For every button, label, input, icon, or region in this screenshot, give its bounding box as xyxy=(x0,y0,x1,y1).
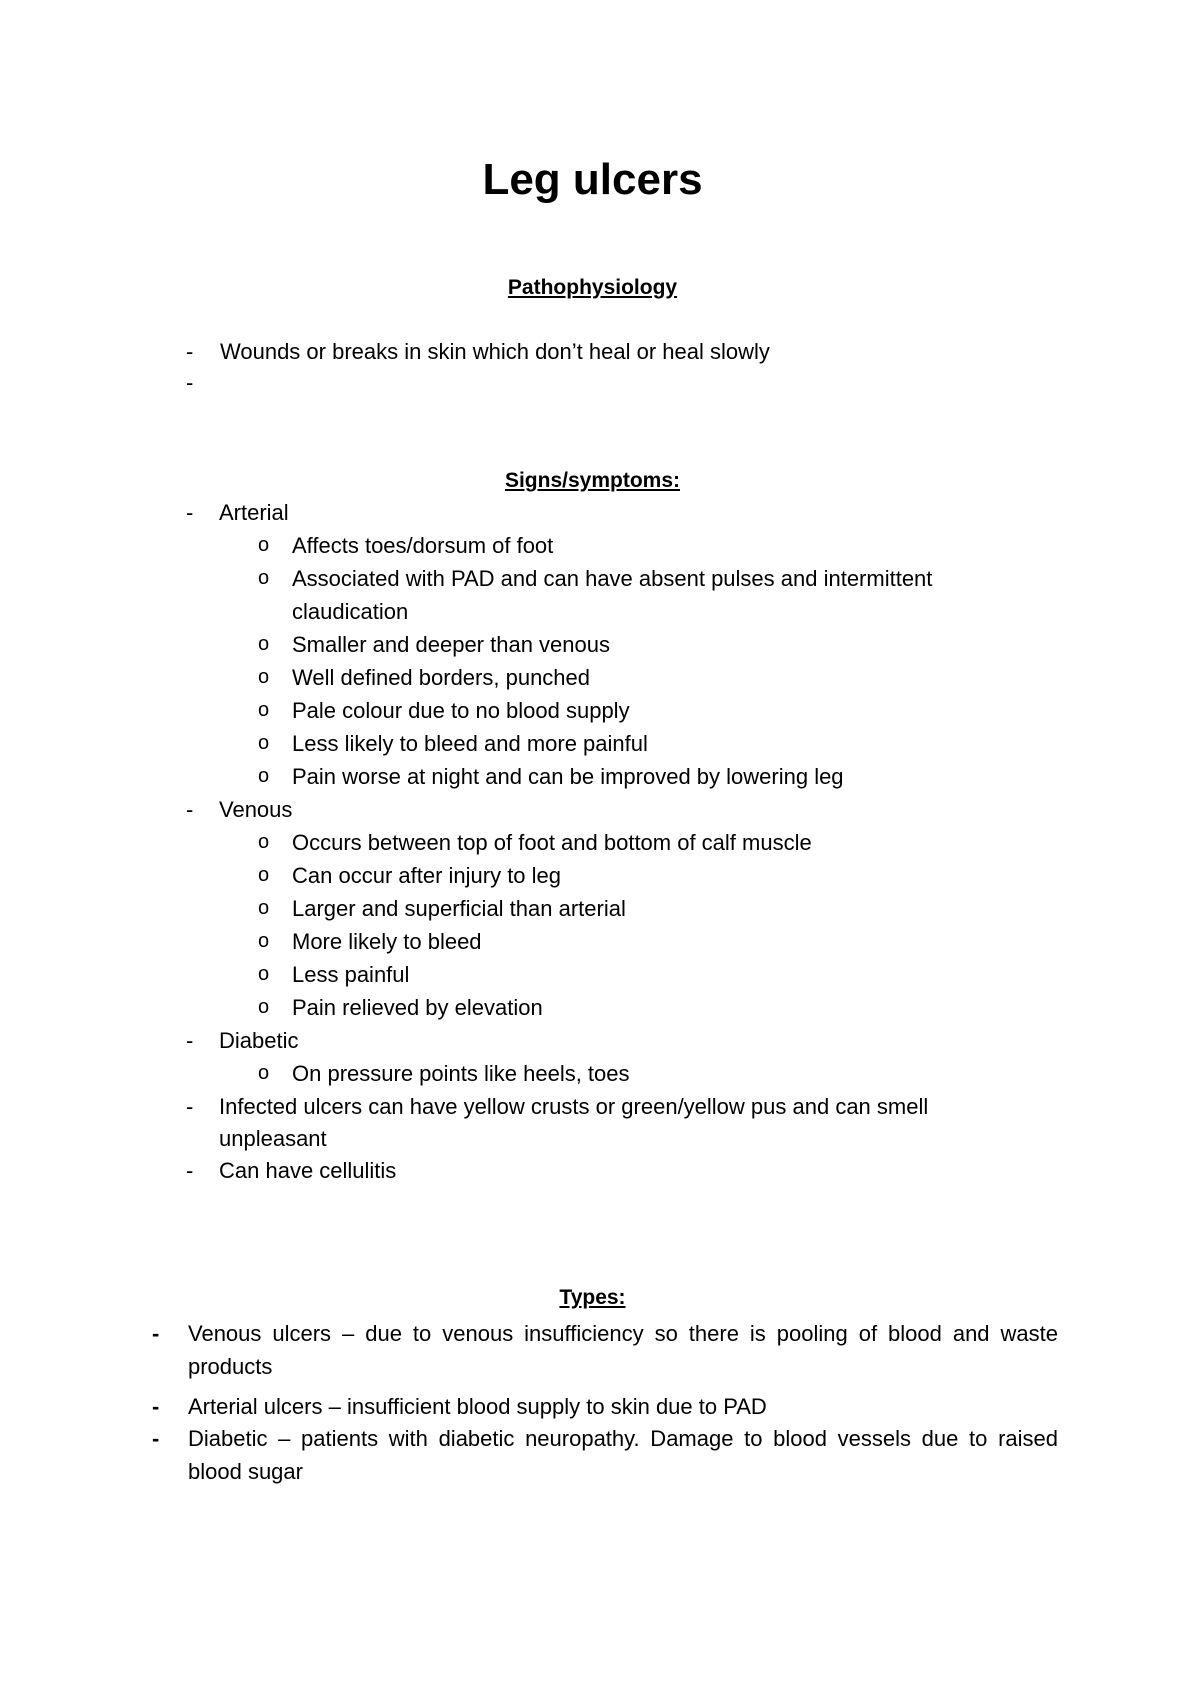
dash-bullet: - xyxy=(152,1321,160,1346)
list-item-text: Wounds or breaks in skin which don’t heal or heal slowly xyxy=(220,339,770,364)
types-item-text: Arterial ulcers – insufficient blood supply to skin due to PAD xyxy=(188,1394,767,1419)
types-item-text: Venous ulcers – due to venous insufficiency so there is pooling of blood and waste products xyxy=(188,1321,1058,1379)
dash-bullet: - xyxy=(186,797,194,822)
list-item-text: Diabetic xyxy=(219,1028,299,1053)
dash-bullet: - xyxy=(186,370,194,395)
dash-bullet: - xyxy=(152,1394,160,1419)
dash-bullet: - xyxy=(186,1158,194,1183)
sub-list-item-text: Pale colour due to no blood supply xyxy=(292,698,630,723)
circle-bullet-icon: o xyxy=(258,963,270,985)
circle-bullet-icon: o xyxy=(258,699,270,721)
dash-bullet: - xyxy=(186,1028,194,1053)
sub-list-item-text: claudication xyxy=(292,599,409,624)
sub-list-item-text: Pain worse at night and can be improved by lowering leg xyxy=(292,764,844,789)
types-item-text: Diabetic – patients with diabetic neuropathy. Damage to blood vessels due to raised blood sugar xyxy=(188,1426,1058,1484)
sub-list-item-text: Less likely to bleed and more painful xyxy=(292,731,648,756)
circle-bullet-icon: o xyxy=(258,633,270,655)
pathophysiology-heading: Pathophysiology xyxy=(507,276,678,299)
sub-list-item-text: On pressure points like heels, toes xyxy=(292,1061,630,1086)
sub-list-item-text: Less painful xyxy=(292,962,410,987)
circle-bullet-icon: o xyxy=(258,567,270,589)
circle-bullet-icon: o xyxy=(258,732,270,754)
circle-bullet-icon: o xyxy=(258,765,270,787)
sub-list-item-text: Larger and superficial than arterial xyxy=(292,896,626,921)
circle-bullet-icon: o xyxy=(258,930,270,952)
dash-bullet: - xyxy=(186,339,194,364)
types-heading: Types: xyxy=(559,1286,626,1309)
list-item-text: unpleasant xyxy=(219,1126,327,1151)
circle-bullet-icon: o xyxy=(258,666,270,688)
sub-list-item-text: Smaller and deeper than venous xyxy=(292,632,610,657)
page-title: Leg ulcers xyxy=(482,155,703,204)
sub-list-item-text: Occurs between top of foot and bottom of calf muscle xyxy=(292,830,812,855)
circle-bullet-icon: o xyxy=(258,897,270,919)
dash-bullet: - xyxy=(152,1426,160,1451)
sub-list-item-text: Affects toes/dorsum of foot xyxy=(292,533,554,558)
circle-bullet-icon: o xyxy=(258,534,270,556)
dash-bullet: - xyxy=(186,1094,194,1119)
circle-bullet-icon: o xyxy=(258,1062,270,1084)
signs-heading: Signs/symptoms: xyxy=(504,469,681,492)
sub-list-item-text: Pain relieved by elevation xyxy=(292,995,543,1020)
sub-list-item-text: Well defined borders, punched xyxy=(292,665,591,690)
list-item-text: Can have cellulitis xyxy=(219,1158,397,1183)
list-item-text: Venous xyxy=(219,797,293,822)
sub-list-item-text: Associated with PAD and can have absent pulses and intermittent xyxy=(292,566,933,591)
sub-list-item-text: Can occur after injury to leg xyxy=(292,863,562,888)
list-item-text: Arterial xyxy=(219,500,289,525)
circle-bullet-icon: o xyxy=(258,831,270,853)
circle-bullet-icon: o xyxy=(258,996,270,1018)
sub-list-item-text: More likely to bleed xyxy=(292,929,482,954)
circle-bullet-icon: o xyxy=(258,864,270,886)
list-item-text: Infected ulcers can have yellow crusts or green/yellow pus and can smell xyxy=(219,1094,929,1119)
dash-bullet: - xyxy=(186,500,194,525)
